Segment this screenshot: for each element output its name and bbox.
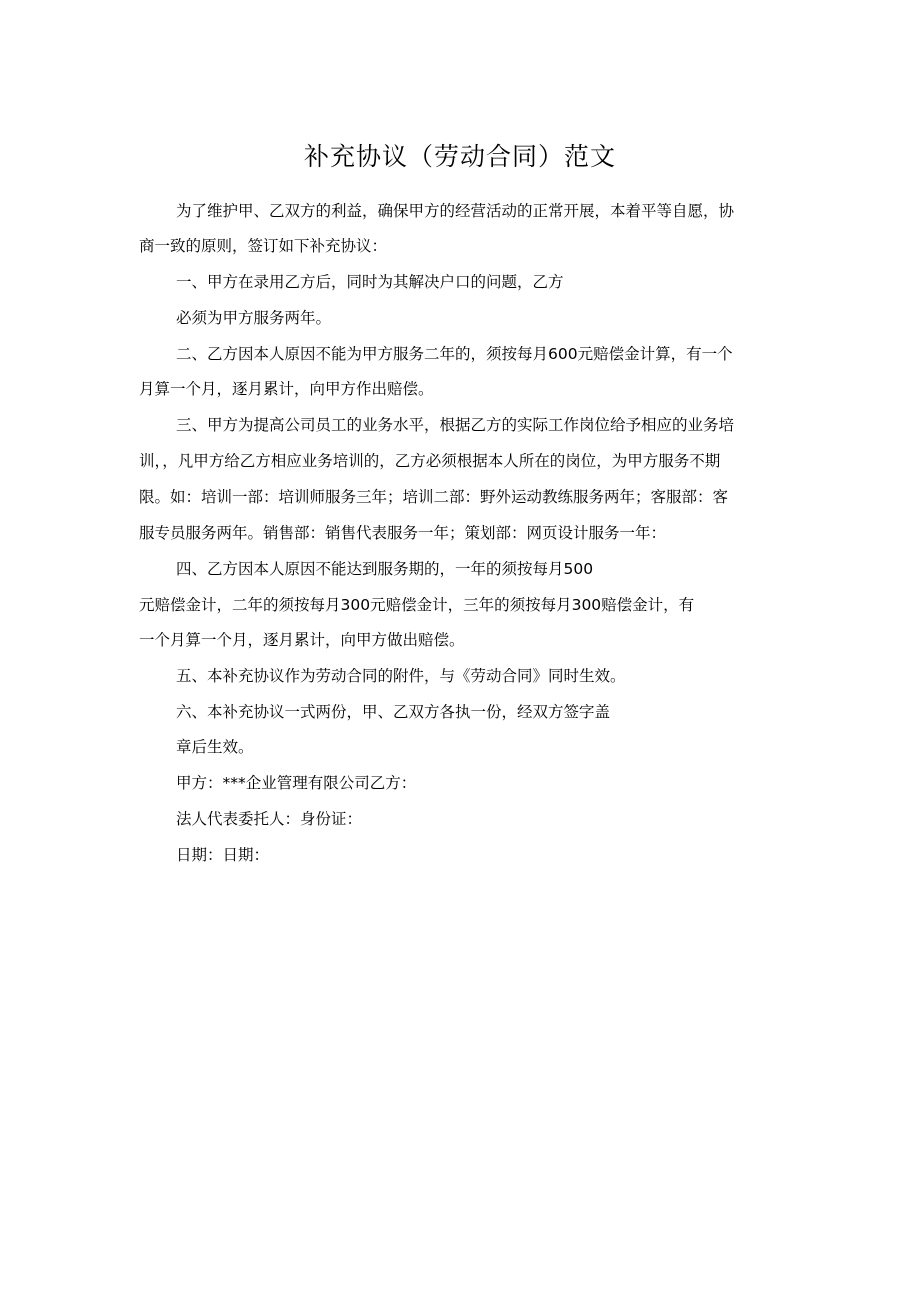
preamble-line-2: 商一致的原则，签订如下补充协议：	[139, 237, 388, 255]
clause-5-line-1: 五、本补充协议作为劳动合同的附件，与《劳动合同》同时生效。	[176, 667, 626, 685]
preamble-line-1: 为了维护甲、乙双方的利益，确保甲方的经营活动的正常开展，本着平等自愿，协	[176, 202, 735, 220]
clause-1-line-1: 一、甲方在录用乙方后，同时为其解决户口的问题，乙方	[176, 273, 564, 291]
signature-parties: 甲方：***企业管理有限公司乙方：	[176, 774, 417, 792]
clause-2-line-2: 月算一个月，逐月累计，向甲方作出赔偿。	[139, 380, 434, 398]
clause-2-line-1: 二、乙方因本人原因不能为甲方服务二年的，须按每月600元赔偿金计算，有一个	[176, 345, 733, 363]
signature-representative: 法人代表委托人：身份证：	[176, 810, 363, 828]
clause-3-line-3: 限。如：培训一部：培训师服务三年；培训二部：野外运动教练服务两年；客服部：客	[139, 488, 729, 506]
clause-3-line-4: 服专员服务两年。销售部：销售代表服务一年；策划部：网页设计服务一年：	[139, 524, 667, 542]
clause-3-line-2: 训，，凡甲方给乙方相应业务培训的，乙方必须根据本人所在的岗位，为甲方服务不期	[139, 452, 721, 470]
clause-4-line-3: 一个月算一个月，逐月累计，向甲方做出赔偿。	[139, 631, 465, 649]
clause-6-line-1: 六、本补充协议一式两份，甲、乙双方各执一份，经双方签字盖	[176, 703, 611, 721]
clause-3-line-1: 三、甲方为提高公司员工的业务水平，根据乙方的实际工作岗位给予相应的业务培	[176, 416, 735, 434]
clause-1-line-2: 必须为甲方服务两年。	[176, 309, 332, 327]
clause-6-line-2: 章后生效。	[176, 738, 254, 756]
document-title: 补充协议（劳动合同）范文	[303, 142, 616, 171]
clause-4-line-1: 四、乙方因本人原因不能达到服务期的，一年的须按每月500	[176, 560, 594, 578]
clause-4-line-2: 元赔偿金计，二年的须按每月300元赔偿金计，三年的须按每月300赔偿金计，有	[139, 596, 695, 614]
signature-dates: 日期：日期：	[176, 846, 270, 864]
